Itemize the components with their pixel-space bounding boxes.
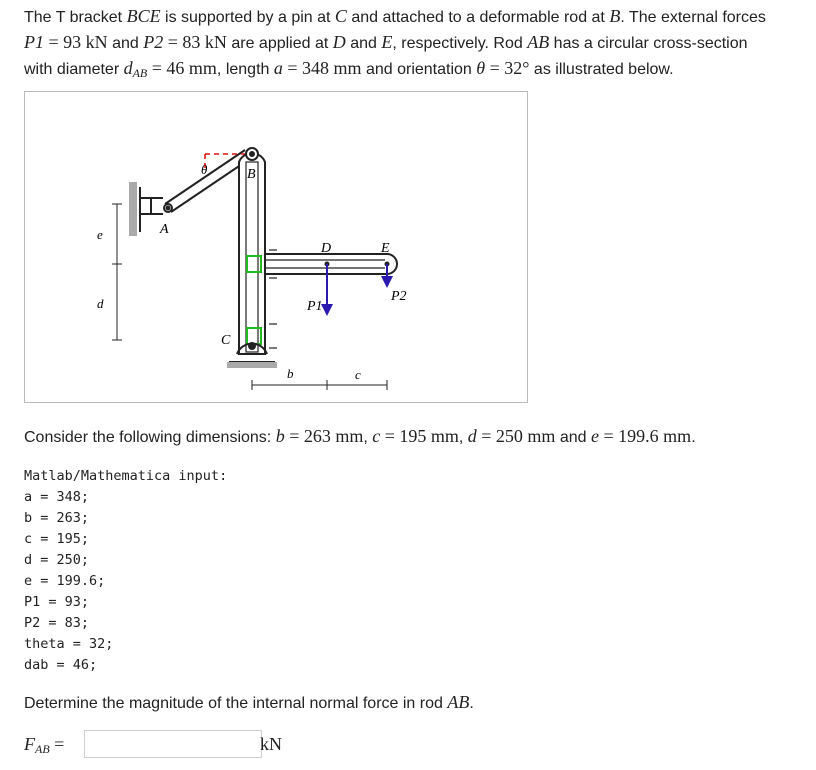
dimensions-statement: Consider the following dimensions: b = 263 mm, c = 195 mm, d = 250 mm and e = 199.6 mm.: [24, 426, 696, 446]
t-bracket-figure: [24, 91, 528, 403]
label-e-point: E: [381, 241, 390, 256]
answer-unit: kN: [260, 734, 282, 754]
pin-support-c: [227, 343, 277, 368]
code-line: a = 348;: [24, 489, 90, 505]
label-b-point: B: [247, 167, 256, 182]
label-d: d: [97, 296, 104, 311]
answer-label: $F_{AB}$ =: [24, 734, 65, 756]
label-c-point: C: [221, 333, 231, 348]
code-line: b = 263;: [24, 510, 90, 526]
dimension-e-d: [112, 204, 122, 340]
code-line: P2 = 83;: [24, 615, 90, 631]
t-bracket-diagram: [25, 92, 527, 402]
rod-ab: [164, 150, 251, 212]
code-line: dab = 46;: [24, 657, 98, 673]
theta-label: θ: [201, 162, 208, 177]
code-header: Matlab/Mathematica input:: [24, 468, 228, 484]
label-d-point: D: [321, 241, 332, 256]
code-line: e = 199.6;: [24, 573, 106, 589]
label-e: e: [97, 227, 103, 242]
code-line: d = 250;: [24, 552, 90, 568]
label-a: A: [160, 222, 169, 237]
code-line: c = 195;: [24, 531, 90, 547]
label-b-dim: b: [287, 366, 294, 381]
code-line: theta = 32;: [24, 636, 114, 652]
dimension-b-c: [252, 380, 387, 390]
code-line: P1 = 93;: [24, 594, 90, 610]
label-p1: P1: [307, 299, 323, 314]
answer-input[interactable]: [84, 730, 262, 758]
question-text: Determine the magnitude of the internal normal force in rod AB.: [24, 692, 474, 712]
label-c-dim: c: [355, 367, 361, 382]
problem-intro: The T bracket BCE is supported by a pin at C and attached to a deformable rod at B. The external forces P1 = 93 kN and P2 = 83 kN are applied at D and E, respectively. Rod AB has a circular cross-section with diameter $d_{AB} = 46$ mm, length a = 348 mm and orientation θ = 32° as illustrated below.: [24, 6, 766, 80]
label-p2: P2: [391, 289, 407, 304]
matlab-input-block: [24, 466, 227, 676]
wall-support-a: [129, 182, 163, 236]
horizontal-arm-de: [265, 254, 397, 274]
